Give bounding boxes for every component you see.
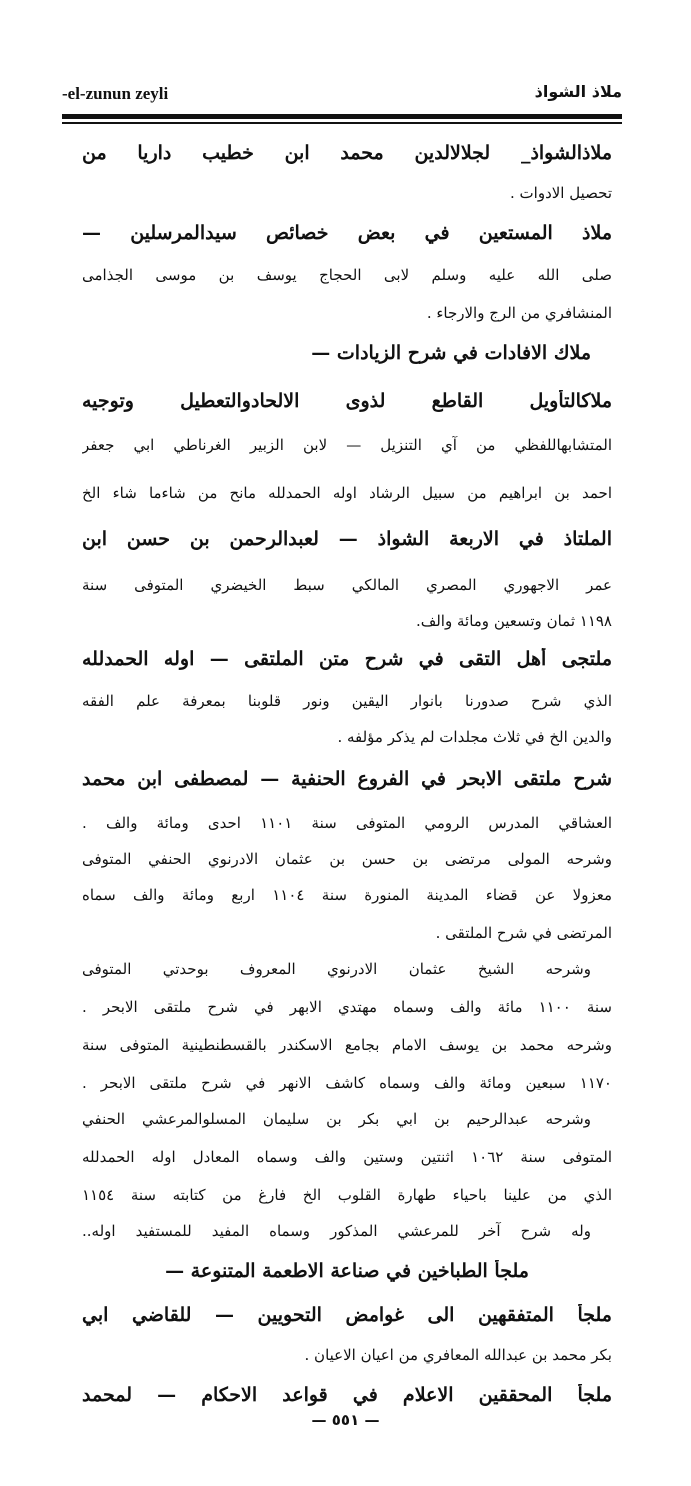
- text-line: ملجأ المتفقهين الى غوامض التحويين — للقاضي ابي: [82, 1304, 612, 1326]
- text-line: ملاك الافادات في شرح الزيادات —: [311, 342, 591, 364]
- text-line: الذي من علينا باحياء طهارة القلوب الخ فارغ من كتابته سنة ١١٥٤: [82, 1186, 612, 1204]
- header-rule-thin: [62, 122, 622, 124]
- text-line: ملاكالتأويل القاطع لذوى الالحادوالتعطيل وتوجيه: [82, 390, 612, 412]
- text-line: احمد بن ابراهيم من سبيل الرشاد اوله الحمدلله مانح من شاءما شاء الخ: [82, 484, 612, 502]
- text-line: صلى الله عليه وسلم لابى الحجاج يوسف بن موسى الجذامى: [82, 266, 612, 284]
- header-title-arabic: ملاذ الشواذ: [534, 82, 622, 101]
- text-line: المرتضى في شرح الملتقى .: [435, 924, 612, 942]
- text-line: بكر محمد بن عبدالله المعافري من اعيان الاعيان .: [304, 1346, 612, 1364]
- text-line: ١١٧٠ سبعين ومائة والف وسماه كاشف الانهر في شرح ملتقى الابحر .: [82, 1074, 612, 1092]
- text-line: وشرحه محمد بن يوسف الامام بجامع الاسكندر بالقسطنطينية المتوفى سنة: [82, 1036, 612, 1054]
- text-line: وشرحه الشيخ عثمان الادرنوي المعروف بوحدتي المتوفى: [82, 960, 591, 978]
- text-line: معزولا عن قضاء المدينة المنورة سنة ١١٠٤ اربع ومائة والف سماه: [82, 886, 612, 904]
- text-line: ١١٩٨ ثمان وتسعين ومائة والف.: [415, 612, 612, 630]
- text-line: المنشافري من الرج والارجاء .: [426, 304, 612, 322]
- running-header: [62, 78, 622, 112]
- text-line: ملجأ الطباخين في صناعة الاطعمة المتنوعة —: [165, 1260, 529, 1282]
- text-line: ملجأ المحققين الاعلام في قواعد الاحكام — لمحمد: [82, 1384, 612, 1406]
- text-line: عمر الاجهوري المصري المالكي سبط الخيضري المتوفى سنة: [82, 576, 612, 594]
- text-line: ملتجى أهل التقى في شرح متن الملتقى — اوله الحمدلله: [82, 648, 612, 670]
- text-line: الملتاذ في الاربعة الشواذ — لعبدالرحمن بن حسن ابن: [82, 528, 612, 550]
- text-line: العشاقي المدرس الرومي المتوفى سنة ١١٠١ احدى ومائة والف .: [82, 814, 612, 832]
- text-line: ملاذالشواذ_ لجلالالدين محمد ابن خطيب داريا من: [82, 142, 612, 164]
- text-line: المتوفى سنة ١٠٦٢ اثنتين وستين والف وسماه المعادل اوله الحمدلله: [82, 1148, 612, 1166]
- text-line: تحصيل الادوات .: [510, 184, 612, 202]
- header-rule-thick: [62, 114, 622, 119]
- text-line: وله شرح آخر للمرعشي المذكور وسماه المفيد للمستفيد اوله..: [82, 1222, 591, 1240]
- text-line: وشرحه المولى مرتضى بن حسن بن عثمان الادرنوي الحنفي المتوفى: [82, 850, 612, 868]
- text-line: وشرحه عبدالرحيم بن ابي بكر بن سليمان المسلوالمرعشي الحنفي: [82, 1110, 591, 1128]
- text-line: ملاذ المستعين في بعض خصائص سيدالمرسلين —: [82, 222, 612, 244]
- text-line: والدين الخ في ثلاث مجلدات لم يذكر مؤلفه .: [337, 728, 612, 746]
- text-line: شرح ملتقى الابحر في الفروع الحنفية — لمصطفى ابن محمد: [82, 768, 612, 790]
- text-line: سنة ١١٠٠ مائة والف وسماه مهتدي الابهر في شرح ملتقى الابحر .: [82, 998, 612, 1016]
- text-line: المتشابهاللفظي من آي التنزيل — لابن الزبير الغرناطي ابي جعفر: [82, 436, 612, 454]
- text-line: الذي شرح صدورنا بانوار اليقين ونور قلوبنا بمعرفة علم الفقه: [82, 692, 612, 710]
- header-title-latin: -el-zunun zeyli: [62, 84, 169, 103]
- page-number: — ٥٥١ —: [311, 1411, 380, 1429]
